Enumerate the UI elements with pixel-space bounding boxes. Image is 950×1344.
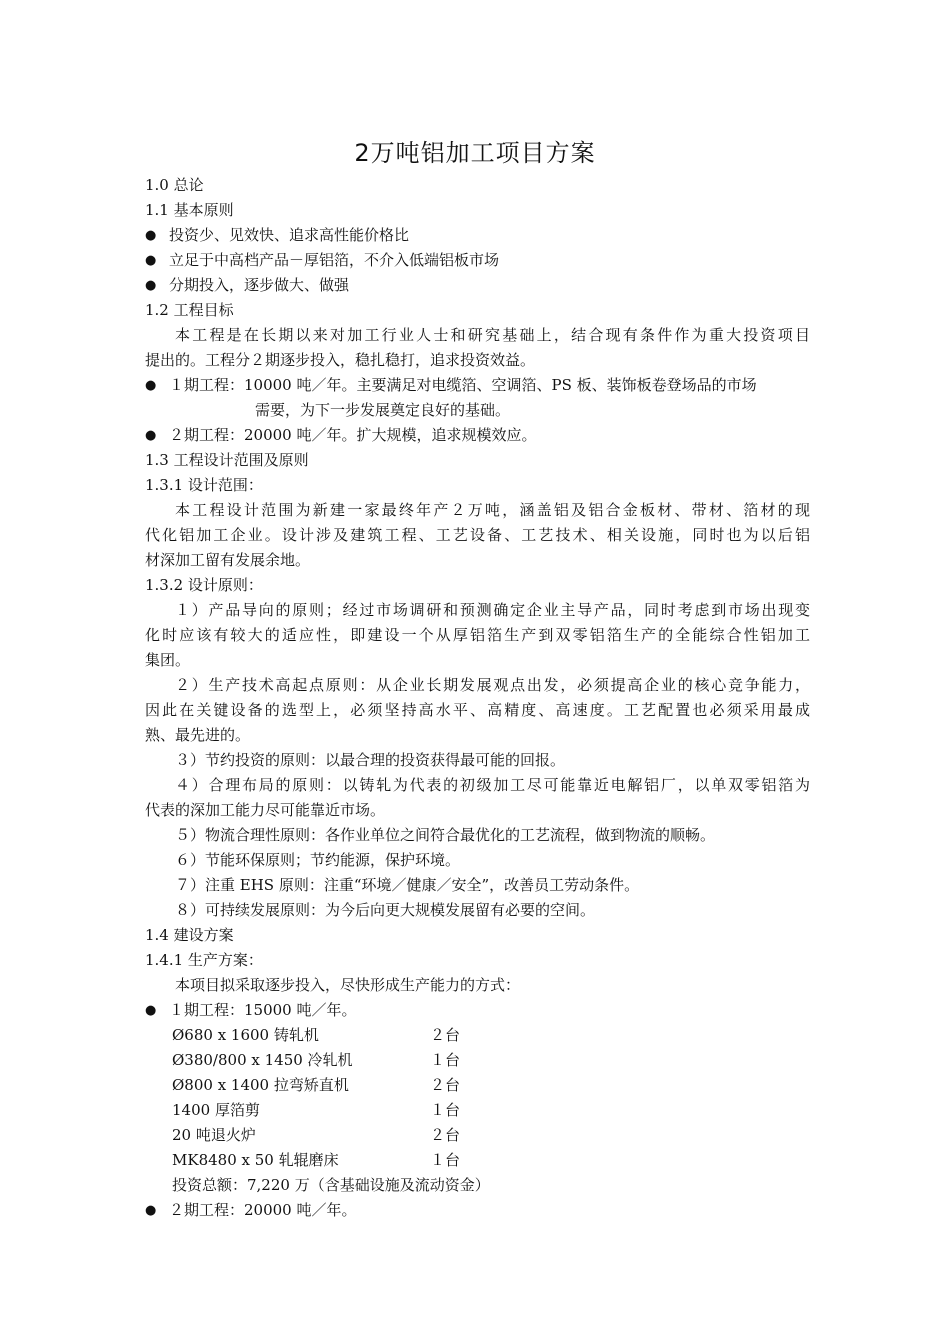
principle-4-line: 代表的深加工能力尽可能靠近市场。 [145, 801, 386, 819]
equipment-name: Ø680 x 1600 铸轧机 [172, 1026, 319, 1044]
scope-paragraph-line: 本工程设计范围为新建一家最终年产２万吨，涵盖铝及铝合金板材、带材、箔材的现 [175, 501, 810, 519]
phase2-goal-item [145, 423, 810, 448]
principle-7-line: ７）注重 EHS 原则：注重“环境／健康／安全”，改善员工劳动条件。 [175, 876, 640, 894]
section-heading-1-0: 1.0 总论 [145, 176, 204, 194]
phase2-goal-text: ２期工程：20000 吨／年。扩大规模，追求规模效应。 [169, 426, 537, 444]
principle-3-line: ３）节约投资的原则：以最合理的投资获得最可能的回报。 [175, 751, 566, 769]
bullet-icon: ● [145, 228, 157, 243]
principle-text: 分期投入，逐步做大、做强 [169, 276, 350, 294]
bullet-icon: ● [145, 1203, 157, 1218]
scope-paragraph-line: 材深加工留有发展余地。 [145, 551, 311, 569]
document-title: 2万吨铝加工项目方案 [354, 139, 596, 167]
principle-text: 投资少、见效快、追求高性能价格比 [169, 226, 410, 244]
principle-8-line: ８）可持续发展原则：为今后向更大规模发展留有必要的空间。 [175, 901, 596, 919]
principle-5-line: ５）物流合理性原则：各作业单位之间符合最优化的工艺流程，做到物流的顺畅。 [175, 826, 716, 844]
phase1-plan-item [145, 998, 810, 1023]
section-heading-1-3-2: 1.3.2 设计原则： [145, 576, 263, 594]
principle-1-line: 集团。 [145, 651, 191, 669]
bullet-icon: ● [145, 1003, 157, 1018]
principle-2-line: ２）生产技术高起点原则：从企业长期发展观点出发，必须提高企业的核心竞争能力， [175, 676, 810, 694]
scope-paragraph-line: 代化铝加工企业。设计涉及建筑工程、工艺设备、工艺技术、相关设施，同时也为以后铝 [145, 526, 810, 544]
equipment-qty: １台 [430, 1151, 461, 1169]
equipment-row [145, 1123, 810, 1148]
equipment-name: MK8480 x 50 轧辊磨床 [172, 1151, 339, 1169]
principle-2-line: 熟、最先进的。 [145, 726, 251, 744]
principle-item [145, 273, 810, 298]
equipment-name: Ø380/800 x 1450 冷轧机 [172, 1051, 353, 1069]
principle-4-line: ４）合理布局的原则：以铸轧为代表的初级加工尽可能靠近电解铝厂，以单双零铝箔为 [175, 776, 810, 794]
section-heading-1-4: 1.4 建设方案 [145, 926, 234, 944]
bullet-icon: ● [145, 428, 157, 443]
phase1-goal-continuation: 需要，为下一步发展奠定良好的基础。 [255, 401, 511, 419]
equipment-row [145, 1073, 810, 1098]
phase2-plan-text: ２期工程：20000 吨／年。 [169, 1201, 357, 1219]
bullet-icon: ● [145, 378, 157, 393]
equipment-qty: １台 [430, 1051, 461, 1069]
principle-2-line: 因此在关键设备的选型上，必须坚持高水平、高精度、高速度。工艺配置也必须采用最成 [145, 701, 810, 719]
phase1-goal-text: １期工程：10000 吨／年。主要满足对电缆箔、空调箔、PS 板、装饰板卷登场品的市场 [169, 376, 757, 394]
principle-item [145, 248, 810, 273]
principle-6-line: ６）节能环保原则；节约能源，保护环境。 [175, 851, 461, 869]
equipment-name: Ø800 x 1400 拉弯矫直机 [172, 1076, 349, 1094]
principle-item [145, 223, 810, 248]
equipment-row [145, 1048, 810, 1073]
section-heading-1-3-1: 1.3.1 设计范围： [145, 476, 263, 494]
principle-1-line: 化时应该有较大的适应性，即建设一个从厚铝箔生产到双零铝箔生产的全能综合性铝加工 [145, 626, 810, 644]
phase1-plan-text: １期工程：15000 吨／年。 [169, 1001, 357, 1019]
section-heading-1-2: 1.2 工程目标 [145, 301, 234, 319]
phase2-plan-item [145, 1198, 810, 1223]
bullet-icon: ● [145, 278, 157, 293]
section-heading-1-3: 1.3 工程设计范围及原则 [145, 451, 309, 469]
equipment-row [145, 1098, 810, 1123]
section-heading-1-4-1: 1.4.1 生产方案： [145, 951, 263, 969]
equipment-qty: １台 [430, 1101, 461, 1119]
equipment-name: 20 吨退火炉 [172, 1126, 256, 1144]
section-heading-1-1: 1.1 基本原则 [145, 201, 234, 219]
goal-paragraph-line: 提出的。工程分２期逐步投入，稳扎稳打，追求投资效益。 [145, 351, 536, 369]
equipment-row [145, 1023, 810, 1048]
equipment-qty: ２台 [430, 1026, 461, 1044]
principle-text: 立足于中高档产品－厚铝箔，不介入低端铝板市场 [169, 251, 500, 269]
principle-1-line: １）产品导向的原则；经过市场调研和预测确定企业主导产品，同时考虑到市场出现变 [175, 601, 810, 619]
equipment-row [145, 1148, 810, 1173]
plan-intro: 本项目拟采取逐步投入，尽快形成生产能力的方式： [175, 976, 521, 994]
document-body [145, 173, 810, 1223]
equipment-qty: ２台 [430, 1076, 461, 1094]
goal-paragraph-line: 本工程是在长期以来对加工行业人士和研究基础上，结合现有条件作为重大投资项目 [175, 326, 810, 344]
bullet-icon: ● [145, 253, 157, 268]
equipment-name: 1400 厚箔剪 [172, 1101, 260, 1119]
phase1-goal-item [145, 373, 810, 398]
investment-total: 投资总额：7,220 万（含基础设施及流动资金） [172, 1176, 490, 1194]
equipment-qty: ２台 [430, 1126, 461, 1144]
